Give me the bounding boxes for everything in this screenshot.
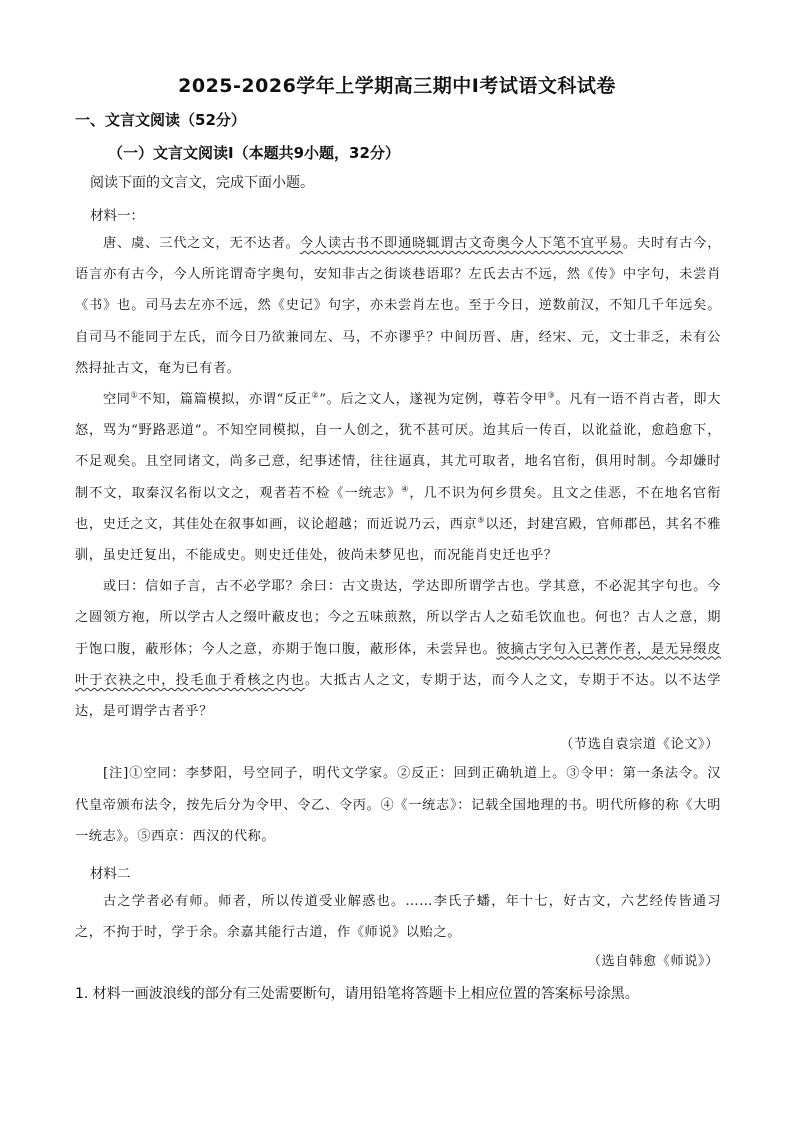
text-run: 不知，篇篇模拟，亦谓“反正	[138, 392, 312, 408]
wavy-underlined-sentence: 今人读古书不即通晓辄谓古文奇奥今人下笔不宜平易	[299, 236, 623, 251]
material1-text	[75, 228, 721, 727]
text-run: ”。后之文人，遂视为定例，尊若令甲	[319, 392, 548, 408]
wavy-underlined-sentence: 彼摘古字句入已著作者，是无异缀皮叶于衣袂之中，投毛血于肴核之内也	[75, 641, 721, 688]
text-run: 。凡有一语不肖古者，即大怒，骂为“野路恶道”。不知空同模拟，自一人创之，犹不甚可厌。迨其后一传百，以讹益讹，愈趋愈下，不足观矣。且空同诸文，尚多己意，纪事述情，往往逼真，其尤可取者，地名官衔，俱用时制。今却嫌时制不文，取秦汉名衔以文之，观者若不检《一统志》	[75, 392, 721, 501]
annotation-notes	[75, 758, 721, 853]
text-run: ，几不识为何乡贯矣。且文之佳恶，不在地名官衔也，史迁之文，其佳处在叙事如画，议论超越；而近说乃云，西京	[75, 485, 721, 532]
note-marker: ③	[547, 390, 556, 400]
section-heading: 一、文言文阅读（52分）	[75, 111, 246, 129]
material1-label: 材料一：	[90, 208, 144, 224]
reading-instruction: 阅读下面的文言文，完成下面小题。	[90, 175, 314, 191]
text-run: 以还，封建宫殿，官师郡邑，其名不雅驯，虽史迁复出，不能成史。则史迁佳处，彼尚未梦见也，而况能肖史迁也乎？	[75, 516, 721, 564]
note-marker: ④	[401, 484, 410, 494]
text-run: 唐、虞、三代之文，无不达者。	[103, 236, 300, 251]
material1-paragraph-1	[75, 228, 721, 384]
note-marker: ①	[130, 390, 139, 400]
text-run: 或曰：信如子言，古不必学耶？余曰：古文贵达，学达即所谓学古也。学其意，不必泥其字句也。今之圆领方袍，所以学古人之缀叶蔽皮也；今之五味煎熬，所以学古人之茹毛饮血也。何也？古人之意，期于饱口腹，蔽形体；今人之意，亦期于饱口腹，蔽形体，未尝异也。	[75, 579, 721, 657]
text-run: 。夫时有古今，语言亦有古今，今人所诧谓奇字奥句，安知非古之街谈巷语耶？左氏去古不远，然《传》中字句，未尝肖《书》也。司马去左亦不远，然《史记》句字，亦未尝肖左也。至于今日，逆数前汉，不知几千年远矣。自司马不能同于左氏，而今日乃欲兼同左、马，不亦谬乎？中间历晋、唐，经宋、元，文士非乏，未有公然挦扯古文，奄为已有者。	[75, 236, 721, 376]
material2-source: （选自韩愈《师说》）	[587, 954, 719, 969]
question-1: 1. 材料一画波浪线的部分有三处需要断句，请用铅笔将答题卡上相应位置的答案标号涂黑。	[75, 986, 639, 1002]
note-marker: ②	[311, 390, 320, 400]
material1-paragraph-3	[75, 571, 721, 727]
material1-paragraph-2	[75, 384, 721, 571]
notes-paragraph	[75, 758, 721, 853]
material2-text	[75, 886, 721, 948]
text-run: 。大抵古人之文，专期于达，而今人之文，专期于不达。以不达学达，是可谓学古者乎？	[75, 672, 721, 720]
exam-title: 2025-2026学年上学期高三期中I考试语文科试卷	[178, 75, 616, 97]
subsection-heading: （一）文言文阅读I（本题共9小题，32分）	[108, 144, 400, 162]
notes-text: ①空同：李梦阳，号空同子，明代文学家。②反正：回到正确轨道上。③令甲：第一条法令。汉代皇帝颁布法令，按先后分为令甲、令乙、令丙。④《一统志》：记载全国地理的书。明代所修的称《大明一统志》。⑤西京：西汉的代称。	[75, 766, 721, 844]
material1-source: （节选自袁宗道《论文》）	[560, 737, 719, 752]
note-marker: ⑤	[477, 515, 486, 525]
notes-label: [注]	[103, 766, 129, 781]
text-run: 空同	[103, 392, 131, 408]
material2-paragraph: 古之学者必有师。师者，所以传道受业解惑也。……李氏子蟠，年十七，好古文，六艺经传皆通习之，不拘于时，学于余。余嘉其能行古道，作《师说》以贻之。	[75, 894, 721, 941]
material2-label: 材料二	[90, 866, 131, 882]
